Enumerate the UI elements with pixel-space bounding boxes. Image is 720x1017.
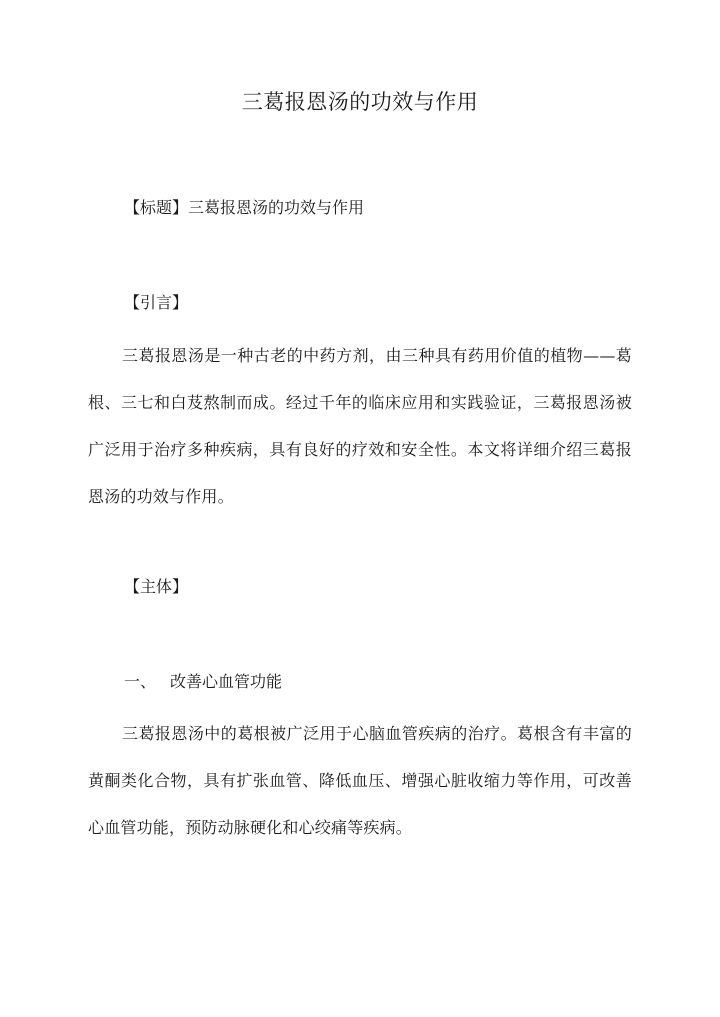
section-1-paragraph: 三葛报恩汤中的葛根被广泛用于心脑血管疾病的治疗。葛根含有丰富的黄酮类化合物，具有扩张血管、降低血压、增强心脏收缩力等作用，可改善心血管功能，预防动脉硬化和心绞痛等疾病。 bbox=[88, 724, 632, 837]
section-1-heading bbox=[124, 670, 282, 694]
intro-heading: 【引言】 bbox=[124, 293, 189, 312]
label-heading: 【标题】三葛报恩汤的功效与作用 bbox=[124, 198, 365, 217]
body-heading: 【主体】 bbox=[124, 577, 189, 596]
section-1-title: 改善心血管功能 bbox=[170, 672, 283, 691]
intro-paragraph: 三葛报恩汤是一种古老的中药方剂，由三种具有药用价值的植物——葛根、三七和白芨熬制而成。经过千年的临床应用和实践验证，三葛报恩汤被广泛用于治疗多种疾病，具有良好的疗效和安全性。本文将详细介绍三葛报恩汤的功效与作用。 bbox=[88, 346, 632, 506]
section-1-number: 一、 bbox=[124, 672, 157, 691]
document-title: 三葛报恩汤的功效与作用 bbox=[241, 90, 479, 114]
